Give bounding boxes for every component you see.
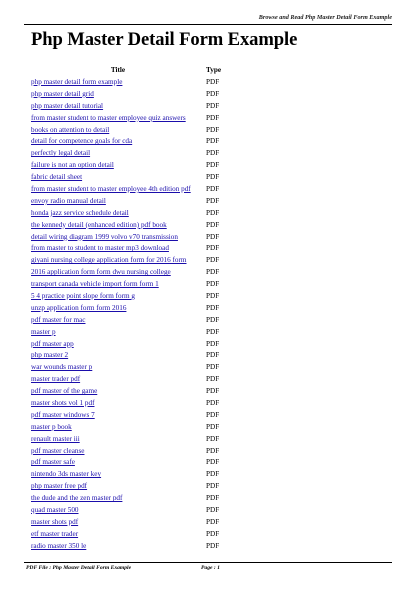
document-link[interactable]: php master detail form example [31,77,123,86]
table-row [31,159,221,171]
row-type-cell: PDF [206,387,220,396]
row-title-cell [31,135,205,147]
table-row [31,207,221,219]
table-row [31,112,221,124]
row-type-cell: PDF [206,482,220,491]
row-title-cell [31,124,205,136]
page-title: Php Master Detail Form Example [31,29,298,50]
document-link[interactable]: php master detail grid [31,89,94,98]
row-title-cell [31,147,205,159]
table-header-row [31,63,221,76]
row-type-cell: PDF [206,184,220,193]
table-row [31,492,221,504]
row-type-cell: PDF [206,351,220,360]
footer-rule [24,562,392,563]
footer-page-label: Page : 1 [201,565,220,571]
row-title-cell [31,112,205,124]
row-type-cell: PDF [206,208,220,217]
row-type-cell: PDF [206,494,220,503]
column-header-type: Type [206,65,222,74]
document-link[interactable]: pdf master cleanse [31,446,85,455]
table-row [31,516,221,528]
row-type-cell: PDF [206,363,220,372]
table-row [31,254,221,266]
document-link[interactable]: from master student to master employee 4th edition pdf [31,184,191,193]
row-title-cell [31,207,205,219]
row-title-cell [31,314,205,326]
table-row [31,147,221,159]
table-row [31,433,221,445]
row-type-cell: PDF [206,470,220,479]
row-title-cell [31,516,205,528]
document-link[interactable]: master p [31,327,56,336]
row-title-cell [31,468,205,480]
row-type-cell: PDF [206,517,220,526]
table-row [31,135,221,147]
document-link[interactable]: the dude and the zen master pdf [31,494,123,503]
table-row [31,540,221,552]
document-link[interactable]: renault master iii [31,434,80,443]
row-title-cell [31,100,205,112]
row-title-cell [31,540,205,552]
row-title-cell [31,195,205,207]
row-type-cell: PDF [206,232,220,241]
row-type-cell: PDF [206,506,220,514]
row-type-cell: PDF [206,268,220,277]
table-row [31,266,221,278]
row-type-cell: PDF [206,529,220,538]
row-title-cell [31,409,205,421]
document-link[interactable]: 5 4 practice point slope form form g [31,291,135,300]
document-link[interactable]: master shots pdf [31,517,79,526]
row-type-cell: PDF [206,339,220,348]
document-table [31,63,221,552]
row-title-cell [31,338,205,350]
table-row [31,88,221,100]
row-title-cell [31,480,205,492]
table-row [31,124,221,136]
table-row [31,326,221,338]
document-link[interactable]: php master 2 [31,351,69,360]
row-title-cell [31,361,205,373]
document-link[interactable]: from master to student to master mp3 download [31,244,169,253]
document-link[interactable]: books on attention to detail [31,125,110,134]
table-row [31,349,221,361]
row-title-cell [31,183,205,195]
row-title-cell [31,457,205,469]
table-row [31,219,221,231]
row-type-cell: PDF [206,434,220,443]
row-title-cell [31,88,205,100]
table-row [31,421,221,433]
row-type-cell: PDF [206,446,220,455]
document-link[interactable]: honda jazz service schedule detail [31,208,129,217]
row-title-cell [31,326,205,338]
table-row [31,302,221,314]
document-link[interactable]: from master student to master employee quiz answers [31,113,186,122]
table-row [31,100,221,112]
table-row [31,278,221,290]
table-row [31,385,221,397]
document-link[interactable]: 2016 application form form dwu nursing college [31,268,171,277]
table-row [31,338,221,350]
row-type-cell: PDF [206,375,220,384]
table-row [31,528,221,540]
document-link[interactable]: detail wiring diagram 1999 volvo v70 transmission [31,232,178,241]
document-link[interactable]: the kennedy detail (enhanced edition) pdf book [31,220,167,229]
row-title-cell [31,349,205,361]
table-row [31,468,221,480]
table-row [31,457,221,469]
document-link[interactable]: etf master trader [31,529,79,538]
table-row [31,361,221,373]
row-type-cell: PDF [206,291,220,300]
row-type-cell: PDF [206,196,220,205]
document-link[interactable]: pdf master safe [31,458,75,467]
document-link[interactable]: failure is not an option detail [31,161,114,170]
table-row [31,195,221,207]
table-row [31,504,221,516]
table-row [31,76,221,88]
row-type-cell: PDF [206,113,220,122]
document-link[interactable]: pdf master for mac [31,315,86,324]
table-row [31,445,221,457]
row-type-cell: PDF [206,410,220,419]
row-title-cell [31,231,205,243]
row-title-cell [31,504,205,516]
row-type-cell: PDF [206,173,220,182]
document-link[interactable]: war wounds master p [31,363,93,372]
document-link[interactable]: fabric detail sheet [31,173,83,182]
document-link[interactable]: transport canada vehicle import form form 1 [31,280,159,289]
running-header: Browse and Read Php Master Detail Form Example [258,14,392,21]
document-link[interactable]: php master detail tutorial [31,101,104,110]
column-header-title: Title [110,65,126,74]
row-type-cell: PDF [206,541,220,550]
table-row [31,290,221,302]
table-row [31,480,221,492]
row-title-cell [31,242,205,254]
row-title-cell [31,302,205,314]
row-type-cell: PDF [206,101,220,110]
table-row [31,314,221,326]
row-title-cell [31,373,205,385]
row-title-cell [31,528,205,540]
row-title-cell [31,171,205,183]
row-type-cell: PDF [206,125,220,134]
row-type-cell: PDF [206,280,220,289]
row-type-cell: PDF [206,89,220,98]
document-link[interactable]: unzp application form form 2016 [31,303,127,312]
table-row [31,397,221,409]
document-link[interactable]: php master free pdf [31,482,88,491]
row-type-cell: PDF [206,398,220,407]
document-link[interactable]: nintendo 3ds master key [31,470,102,479]
row-title-cell [31,433,205,445]
row-type-cell: PDF [206,458,220,467]
document-link[interactable]: radio master 350 le [31,541,87,550]
row-type-cell: PDF [206,327,220,336]
row-title-cell [31,445,205,457]
row-title-cell [31,266,205,278]
document-link[interactable]: giyani nursing college application form for 2016 form [31,256,187,265]
table-row [31,373,221,385]
row-type-cell: PDF [206,315,220,324]
row-title-cell [31,421,205,433]
row-title-cell [31,278,205,290]
row-type-cell: PDF [206,220,220,229]
document-link[interactable]: perfectly legal detail [31,149,91,158]
document-link[interactable]: quad master 500 [31,506,79,514]
row-title-cell [31,397,205,409]
row-type-cell: PDF [206,244,220,253]
document-link[interactable]: master p book [31,422,72,431]
document-link[interactable]: envoy radio manual detail [31,196,106,205]
row-type-cell: PDF [206,137,220,146]
document-link[interactable]: pdf master of the game [31,387,98,396]
table-row [31,231,221,243]
row-type-cell: PDF [206,77,220,86]
row-type-cell: PDF [206,422,220,431]
document-link[interactable]: master shots vol 1 pdf [31,398,95,407]
table-row [31,183,221,195]
document-link[interactable]: master trader pdf [31,375,81,384]
document-link[interactable]: pdf master app [31,339,74,348]
row-title-cell [31,254,205,266]
row-title-cell [31,219,205,231]
table-row [31,171,221,183]
table-row [31,409,221,421]
document-link[interactable]: pdf master windows 7 [31,410,95,419]
footer-file-label: PDF File : Php Master Detail Form Example [26,565,132,571]
row-title-cell [31,290,205,302]
row-type-cell: PDF [206,256,220,265]
row-title-cell [31,492,205,504]
row-title-cell [31,76,205,88]
header-rule [24,24,392,25]
document-link[interactable]: detail for competence goals for cda [31,137,133,146]
table-row [31,242,221,254]
row-type-cell: PDF [206,161,220,170]
row-title-cell [31,385,205,397]
row-type-cell: PDF [206,149,220,158]
row-type-cell: PDF [206,303,220,312]
table-body [31,76,221,552]
row-title-cell [31,159,205,171]
